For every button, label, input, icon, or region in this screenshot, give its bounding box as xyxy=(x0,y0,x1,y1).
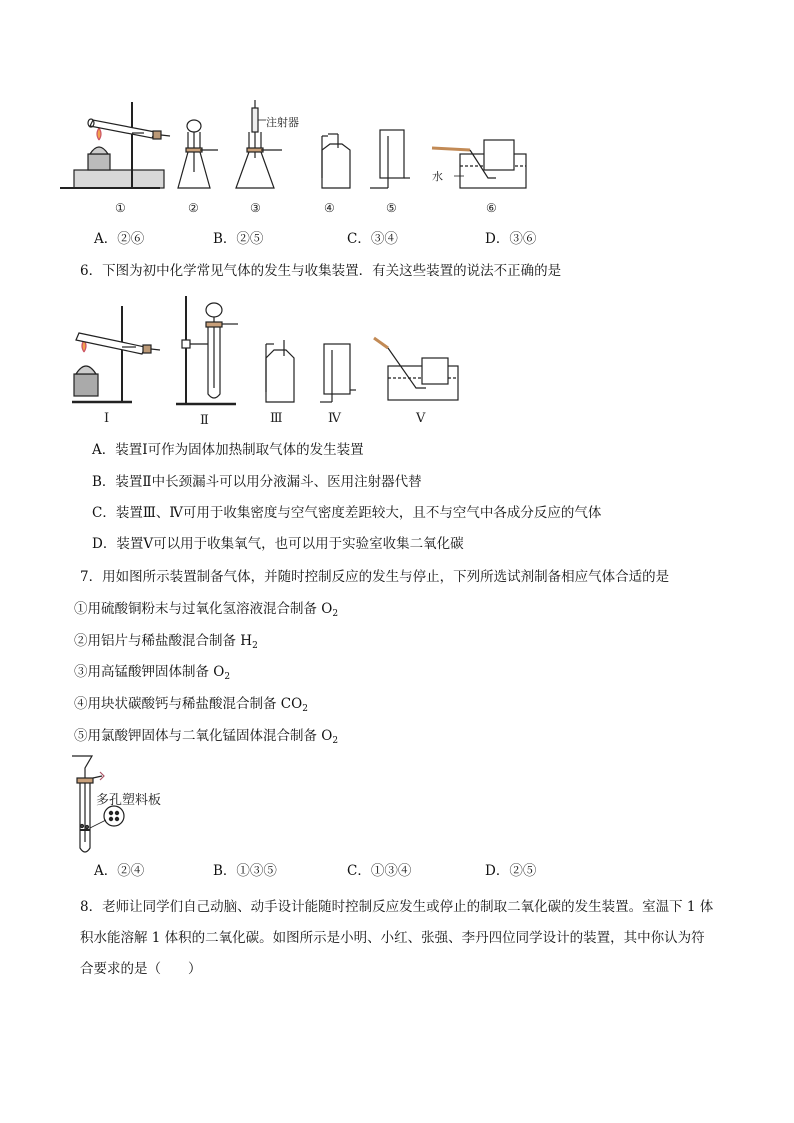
apparatus-2-flask xyxy=(178,120,218,215)
q7-item-3: ③用高锰酸钾固体制备 $O_2$ xyxy=(74,664,231,682)
label-4: ④ xyxy=(324,201,335,215)
label-5: ⑤ xyxy=(386,201,397,215)
q5-option-a[interactable]: A．②⑥ xyxy=(94,231,145,247)
q5-apparatus-figure xyxy=(60,96,540,220)
q7-option-c[interactable]: C．①③④ xyxy=(347,863,412,879)
q7-item-4: ④用块状碳酸钙与稀盐酸混合制备 $CO_2$ xyxy=(74,696,308,714)
apparatus-V xyxy=(374,338,458,426)
label-I: Ⅰ xyxy=(104,411,110,426)
q7-item-1: ①用硫酸铜粉末与过氧化氢溶液混合制备 $O_2$ xyxy=(74,601,339,619)
label-1: ① xyxy=(115,201,126,215)
apparatus-3-flask-syringe xyxy=(236,100,299,215)
q6-apparatus-figure xyxy=(66,292,486,428)
apparatus-5-inverted-bottle xyxy=(370,130,410,215)
q5-option-c[interactable]: C．③④ xyxy=(347,231,398,247)
water-label: 水 xyxy=(432,170,443,183)
q5-option-b[interactable]: B．②⑤ xyxy=(213,231,264,247)
apparatus-6-water-trough xyxy=(432,140,526,215)
apparatus-IV xyxy=(320,344,356,426)
apparatus-III xyxy=(266,340,294,426)
q7-option-d[interactable]: D．②⑤ xyxy=(485,863,537,879)
label-6: ⑥ xyxy=(486,201,497,215)
q7-option-a[interactable]: A．②④ xyxy=(94,863,145,879)
apparatus-4-gas-bottle xyxy=(322,134,350,215)
label-3: ③ xyxy=(250,201,261,215)
q7-option-b[interactable]: B．①③⑤ xyxy=(213,863,277,879)
label-IV: Ⅳ xyxy=(328,411,341,426)
label-III: Ⅲ xyxy=(270,411,283,426)
q7-stem: 7．用如图所示装置制备气体，并随时控制反应的发生与停止，下列所选试剂制备相应气体合适的是 xyxy=(80,569,670,585)
q6-option-b[interactable]: B．装置Ⅱ中长颈漏斗可以用分液漏斗、医用注射器代替 xyxy=(92,474,422,490)
q7-item-5: ⑤用氯酸钾固体与二氧化锰固体混合制备 $O_2$ xyxy=(74,728,339,746)
label-2: ② xyxy=(188,201,199,215)
q6-option-c[interactable]: C．装置Ⅲ、Ⅳ可用于收集密度与空气密度差距较大，且不与空气中各成分反应的气体 xyxy=(92,505,602,521)
q6-option-a[interactable]: A．装置Ⅰ可作为固体加热制取气体的发生装置 xyxy=(92,442,364,458)
label-V: Ⅴ xyxy=(416,411,426,426)
q5-option-d[interactable]: D．③⑥ xyxy=(485,231,537,247)
q7-apparatus-figure xyxy=(68,752,178,858)
apparatus-1-heating xyxy=(60,102,170,215)
q7-item-2: ②用铝片与稀盐酸混合制备 $H_2$ xyxy=(74,633,258,651)
q6-option-d[interactable]: D．装置Ⅴ可以用于收集氧气，也可以用于实验室收集二氧化碳 xyxy=(92,536,464,552)
label-II: Ⅱ xyxy=(200,413,209,428)
apparatus-I xyxy=(72,306,160,426)
q8-line-2: 积水能溶解 1 体积的二氧化碳。如图所示是小明、小红、张强、李丹四位同学设计的装置，其中你认为符 xyxy=(80,930,705,946)
q6-stem: 6．下图为初中化学常见气体的发生与收集装置．有关这些装置的说法不正确的是 xyxy=(80,263,562,279)
apparatus-II xyxy=(176,296,238,428)
q8-line-3: 合要求的是（ ） xyxy=(80,961,202,977)
plate-label: 多孔塑料板 xyxy=(96,793,162,808)
syringe-label: 注射器 xyxy=(266,116,299,129)
q8-line-1: 8．老师让同学们自己动脑、动手设计能随时控制反应发生或停止的制取二氧化碳的发生装置。室温下 1 体 xyxy=(80,899,714,915)
